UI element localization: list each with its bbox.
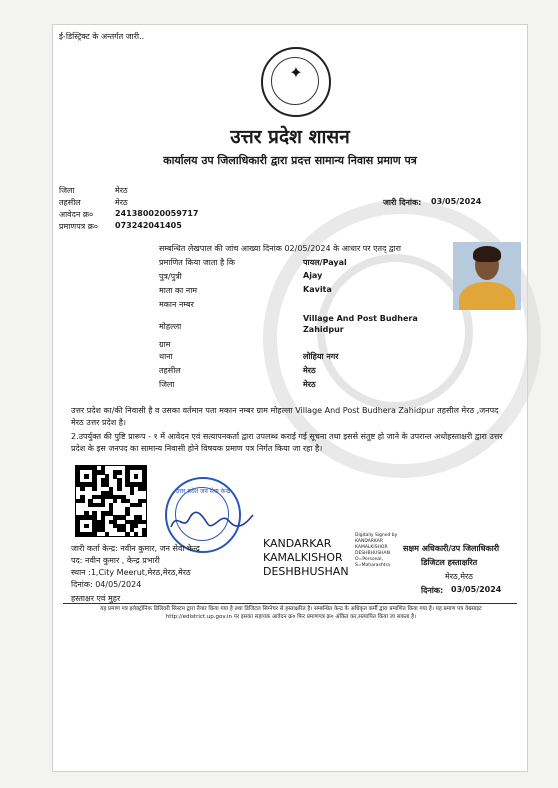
qr-module xyxy=(84,524,88,528)
detail-value: मेरठ xyxy=(303,366,316,375)
qr-module xyxy=(142,487,146,491)
officer-title: सक्षम अधिकारी/उप जिलाधिकारी xyxy=(403,544,500,553)
certificate-page xyxy=(52,24,528,772)
detail-label: जिला xyxy=(159,380,175,389)
detail-label: तहसील xyxy=(159,366,181,375)
officer-date-label: दिनांक: xyxy=(421,586,444,595)
qr-module xyxy=(84,474,88,478)
signer-name-line2: KAMALKISHOR xyxy=(263,551,343,564)
application-label: आवेदन क्र० xyxy=(59,210,94,219)
detail-value: लोहिया नगर xyxy=(303,352,339,361)
detail-label: थाना xyxy=(159,352,173,361)
qr-module xyxy=(134,474,138,478)
issuing-place: स्थान :1,City Meerut,मेरठ,मेरठ,मेरठ xyxy=(71,568,191,577)
qr-module xyxy=(92,487,96,491)
officer-date-value: 03/05/2024 xyxy=(451,585,502,594)
qr-module xyxy=(101,503,105,507)
top-note: ई-डिस्ट्रिक्ट के अन्तर्गत जारी.. xyxy=(59,32,145,41)
qr-module xyxy=(117,470,121,474)
residence-paragraph: उत्तर प्रदेश का/की निवासी है व उसका वर्तमान पता मकान नम्बर ग्राम मोहल्ला Village And Post Budhera Zahidpur तहसील मेरठ ,जनपद मेरठ उत्तर प्रदेश है। xyxy=(71,406,499,427)
certificate-no-label: प्रमाणपत्र क्र० xyxy=(59,222,98,231)
issuing-date: दिनांक: 04/05/2024 xyxy=(71,580,142,589)
detail-value: Kavita xyxy=(303,285,332,294)
qr-module xyxy=(125,532,129,536)
divider xyxy=(63,603,517,604)
qr-module xyxy=(142,499,146,503)
detail-value: Village And Post Budhera Zahidpur xyxy=(303,314,418,334)
tehsil-value: मेरठ xyxy=(115,198,128,207)
qr-module xyxy=(92,532,96,536)
detail-value: Ajay xyxy=(303,271,323,280)
issuer-sign-label: हस्ताक्षर एवं मुहर xyxy=(71,594,121,603)
issuing-person: पद: नवीन कुमार , केन्द्र प्रभारी xyxy=(71,556,160,565)
certificate-title: कार्यालय उप जिलाधिकारी द्वारा प्रदत्त सामान्य निवास प्रमाण पत्र xyxy=(163,154,417,167)
intro-text: सम्बन्धित लेखपाल की जांच आख्या दिनांक 02/05/2024 के आधार पर एतद् द्वारा xyxy=(159,244,401,253)
detail-label: पुत्र/पुत्री xyxy=(159,272,182,281)
qr-code-icon xyxy=(75,465,147,537)
signer-name-line3: DESHBHUSHAN xyxy=(263,565,349,578)
handwritten-signature xyxy=(167,505,257,535)
district-label: जिला xyxy=(59,186,75,195)
issuing-centre: जारी कर्ता केन्द्र: नवीन कुमार, जन सेवा केन्द्र xyxy=(71,544,200,553)
seal-stamp-icon: उत्तर प्रदेश जन सेवा केन्द्र xyxy=(165,477,241,553)
qr-module xyxy=(125,511,129,515)
qr-module xyxy=(138,503,142,507)
qr-module xyxy=(105,532,109,536)
up-emblem-icon: ✦ xyxy=(261,47,331,117)
detail-label: मकान नम्बर xyxy=(159,300,194,309)
signer-name-line1: KANDARKAR xyxy=(263,537,332,550)
tehsil-label: तहसील xyxy=(59,198,81,207)
qr-module xyxy=(113,499,117,503)
govt-title: उत्तर प्रदेश शासन xyxy=(230,126,350,148)
qr-module xyxy=(80,487,84,491)
digital-signature-details: Digitally Signed by KANDARKAR KAMALKISHOR DESHBHUSHAN O=Personal, S=Maharashtra xyxy=(355,533,398,568)
detail-label: माता का नाम xyxy=(159,286,198,295)
officer-digital-sign: डिजिटल हस्ताक्षरित xyxy=(421,558,478,567)
officer-place: मेरठ,मेरठ xyxy=(445,572,473,581)
district-value: मेरठ xyxy=(115,186,128,195)
issue-date-label: जारी दिनांक: xyxy=(383,198,422,207)
detail-label: मोहल्ला xyxy=(159,322,182,331)
detail-label: प्रमाणित किया जाता है कि xyxy=(159,258,236,267)
qr-module xyxy=(134,532,138,536)
qr-module xyxy=(134,524,138,528)
detail-value: पायल/Payal xyxy=(303,258,347,267)
issue-date-value: 03/05/2024 xyxy=(431,197,482,206)
qr-module xyxy=(80,499,84,503)
qr-module xyxy=(142,520,146,524)
qr-module xyxy=(130,491,134,495)
certificate-no-value: 073242041405 xyxy=(115,221,182,230)
confirmation-paragraph: 2.उपर्युक्त की पुष्टि प्रारूप - १ में आवेदन एवं सत्यापनकर्ता द्वारा उपलब्ध कराई गई सूचना तथा इससे संतुष्ट हो जाने के उपरान्त अधोहस्ताक्षरी द्वारा उत्तर प्रदेश के इस जनपद का सामान्य निवासी होने विषयक प्रमाण पत्र निर्गत किया जा रहा है। xyxy=(71,432,503,453)
application-value: 241380020059717 xyxy=(115,209,199,218)
footer-note: यह प्रमाण पत्र इलेक्ट्रॉनिक डिलिवरी सिस्टम द्वारा तैयार किया गया है तथा डिजिटल सिग्नेचर से हस्ताक्षरित है। सम्बन्धित केन्द्र के अधिकृत कर्मी द्वारा प्रमाणित किया गया है। यह प्रमाण पत्र वेबसाइट http://edistrict.up.gov.in पर इसका सहायक आवेदन क्र० फिर प्रमाणपत्र क्र० अंकित कर,सत्यापित किया जा सकता है। xyxy=(100,606,482,620)
qr-module xyxy=(117,487,121,491)
applicant-photo xyxy=(453,242,521,310)
qr-module xyxy=(142,532,146,536)
detail-label: ग्राम xyxy=(159,340,171,349)
detail-value: मेरठ xyxy=(303,380,316,389)
